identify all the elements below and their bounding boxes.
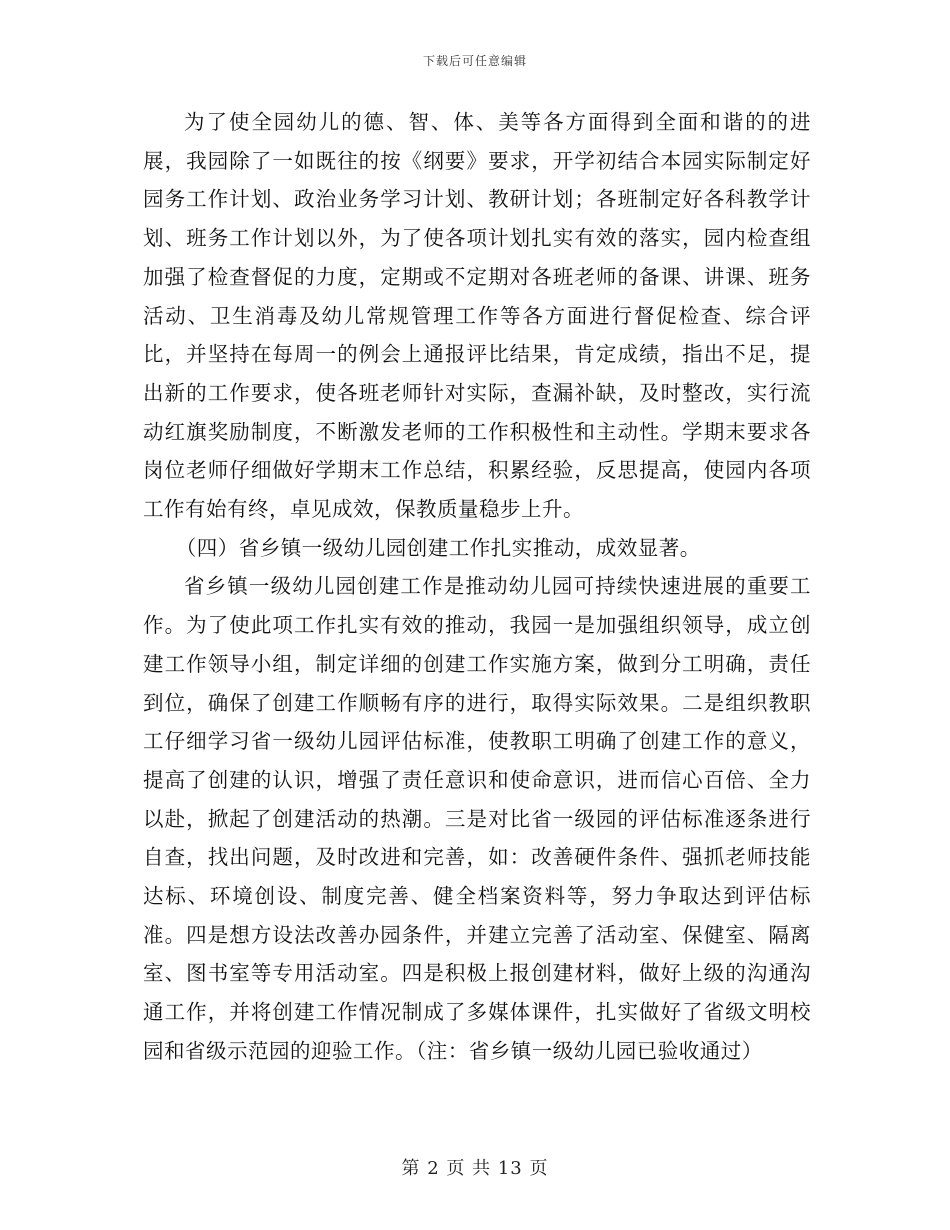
paragraph-management: 为了使全园幼儿的德、智、体、美等各方面得到全面和谐的的进展，我园除了一如既往的按《纲要》要求，开学初结合本园实际制定好园务工作计划、政治业务学习计划、教研计划；各班制定好各科教学计划、班务工作计划以外，为了使各项计划扎实有效的落实，园内检查组加强了检查督促的力度，定期或不定期对各班老师的备课、讲课、班务活动、卫生消毒及幼儿常规管理工作等各方面进行督促检查、综合评比，并坚持在每周一的例会上通报评比结果，肯定成绩，指出不足，提出新的工作要求，使各班老师针对实际，查漏补缺，及时整改，实行流动红旗奖励制度，不断激发老师的工作积极性和主动性。学期末要求各岗位老师仔细做好学期末工作总结，积累经验，反思提高，使园内各项工作有始有终，卓见成效，保教质量稳步上升。 (143, 110, 811, 522)
page-header: 下载后可任意编辑 (422, 54, 527, 68)
document-body (143, 103, 811, 1071)
section-heading: （四）省乡镇一级幼儿园创建工作扎实推动，成效显著。 (175, 535, 701, 560)
page-number: 第 2 页 共 13 页 (401, 1158, 549, 1179)
paragraph-creation-work: 省乡镇一级幼儿园创建工作是推动幼儿园可持续快速进展的重要工作。为了使此项工作扎实有效的推动，我园一是加强组织领导，成立创建工作领导小组，制定详细的创建工作实施方案，做到分工明确，责任到位，确保了创建工作顺畅有序的进行，取得实际效果。二是组织教职工仔细学习省一级幼儿园评估标准，使教职工明确了创建工作的意义，提高了创建的认识，增强了责任意识和使命意识，进而信心百倍、全力以赴，掀起了创建活动的热潮。三是对比省一级园的评估标准逐条进行自查，找出问题，及时改进和完善，如：改善硬件条件、强抓老师技能达标、环境创设、制度完善、健全档案资料等，努力争取达到评估标准。四是想方设法改善办园条件，并建立完善了活动室、保健室、隔离室、图书室等专用活动室。四是积极上报创建材料，做好上级的沟通沟通工作，并将创建工作情况制成了多媒体课件，扎实做好了省级文明校园和省级示范园的迎验工作。（注：省乡镇一级幼儿园已验收通过） (143, 574, 811, 1063)
